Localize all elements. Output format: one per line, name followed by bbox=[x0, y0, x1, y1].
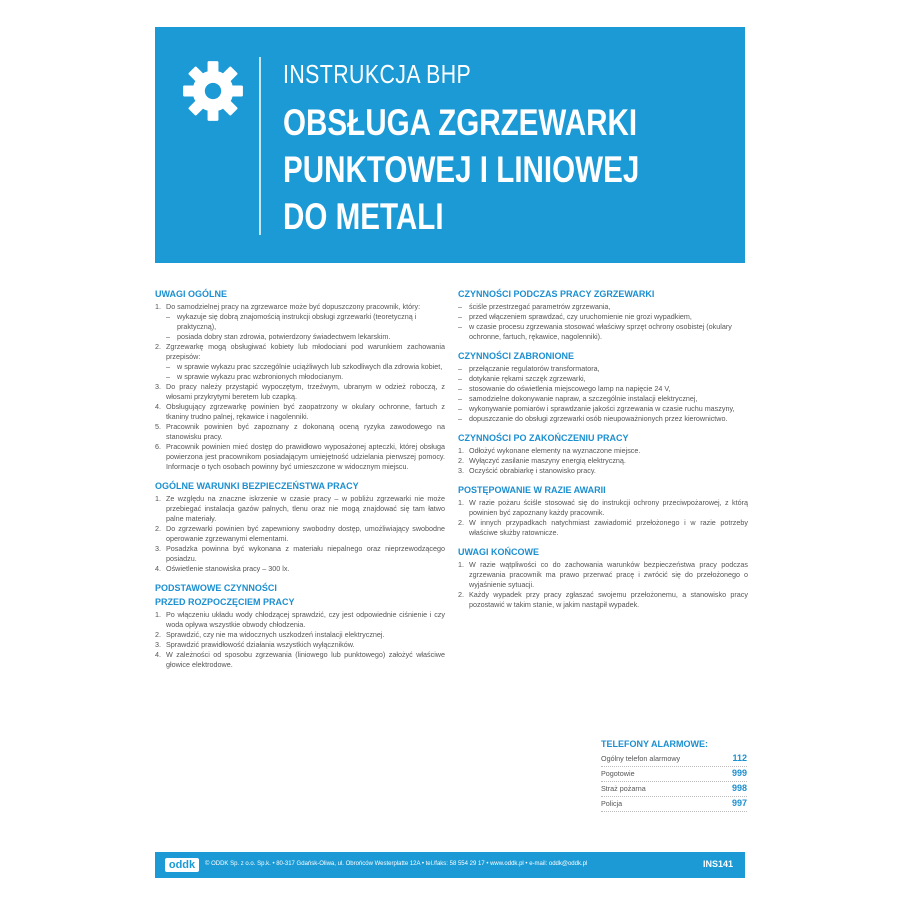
section-awaria bbox=[458, 484, 748, 538]
document-code: INS141 bbox=[702, 859, 733, 869]
list-item: 4. W zależności od sposobu zgrzewania (liniowego lub punktowego) założyć właściwe głowice elektrodowe. bbox=[155, 650, 445, 669]
list-item: 2. Sprawdzić, czy nie ma widocznych uszkodzeń instalacji elektrycznej. bbox=[155, 630, 385, 639]
title-line: OBSŁUGA ZGRZEWARKI bbox=[283, 102, 638, 143]
sub-item: – wykazuje się dobrą znajomością instrukcji obsługi zgrzewarki (teoretyczną i praktyczną), bbox=[166, 312, 417, 331]
sub-item: – w sprawie wykazu prac szczególnie uciążliwych lub szkodliwych dla zdrowia kobiet, bbox=[166, 362, 443, 371]
list-item: 4. Obsługujący zgrzewarkę powinien być zaopatrzony w okulary ochronne, fartuch z tkaniny trudno palnej, rękawice i nagolenniki. bbox=[155, 402, 445, 421]
list-item: 1. Ze względu na znaczne iskrzenie w czasie pracy – w pobliżu zgrzewarki nie może przebiegać instalacja gazów palnych, tlenu oraz nie mogą znajdować się tam łatwo palne materiały. bbox=[155, 494, 445, 523]
list-item: – ściśle przestrzegać parametrów zgrzewania, bbox=[458, 302, 611, 311]
list-item: – w czasie procesu zgrzewania stosować właściwy sprzęt ochrony osobistej (okulary ochronne, fartuch, rękawice, nagolenniki). bbox=[458, 322, 732, 341]
phone-number: 112 bbox=[732, 753, 747, 763]
alarm-phones bbox=[601, 739, 747, 813]
document-type: INSTRUKCJA BHP bbox=[283, 59, 472, 89]
list-item: 2. Wyłączyć zasilanie maszyny energią elektryczną. bbox=[458, 456, 626, 465]
phone-number: 999 bbox=[731, 768, 747, 778]
list-item: – wykonywanie pomiarów i sprawdzanie jakości zgrzewania w czasie ruchu maszyny, bbox=[458, 404, 735, 413]
list-item: 2. Zgrzewarkę mogą obsługiwać kobiety lub młodociani pod warunkiem zachowania przepisów: bbox=[155, 342, 445, 361]
list-item: 3. Oczyścić obrabiarkę i stanowisko pracy. bbox=[458, 466, 596, 475]
list-item: 1. W razie pożaru ściśle stosować się do instrukcji ochrony przeciwpożarowej, z którą powinien być zapoznany każdy pracownik. bbox=[458, 498, 748, 517]
header-banner bbox=[155, 27, 745, 263]
list-item: 1. Odłożyć wykonane elementy na wyznaczone miejsce. bbox=[458, 446, 641, 455]
phone-number: 998 bbox=[731, 783, 747, 793]
gear-icon bbox=[179, 57, 247, 125]
phone-row bbox=[601, 798, 747, 812]
list-item: 2. Każdy wypadek przy pracy zgłaszać swojemu przełożonemu, a stanowisko pracy pozostawić w takim stanie, w jakim nastąpił wypadek. bbox=[458, 590, 748, 609]
list-item: – przełączanie regulatorów transformatora, bbox=[458, 364, 600, 373]
phone-number: 997 bbox=[731, 798, 747, 808]
list-item: 2. Do zgrzewarki powinien być zapewniony swobodny dostęp, umożliwiający swobodne operowanie zgrzewanymi elementami. bbox=[155, 524, 445, 543]
section-heading: UWAGI OGÓLNE bbox=[155, 289, 227, 299]
sub-item: – w sprawie wykazu prac wzbronionych młodocianym. bbox=[166, 372, 344, 381]
section-heading: POSTĘPOWANIE W RAZIE AWARII bbox=[458, 485, 606, 495]
list-item: – dotykanie rękami szczęk zgrzewarki, bbox=[458, 374, 586, 383]
section-heading: PRZED ROZPOCZĘCIEM PRACY bbox=[155, 597, 295, 607]
list-item: – stosowanie do oświetlenia miejscowego lamp na napięcie 24 V, bbox=[458, 384, 671, 393]
section-ogolne-warunki bbox=[155, 480, 445, 574]
section-koncowe bbox=[458, 546, 748, 610]
section-heading: PODSTAWOWE CZYNNOŚCI bbox=[155, 583, 277, 593]
footer-bar bbox=[155, 852, 745, 878]
section-heading: CZYNNOŚCI PODCZAS PRACY ZGRZEWARKI bbox=[458, 289, 655, 299]
list-item: 4. Oświetlenie stanowiska pracy – 300 lx. bbox=[155, 564, 290, 573]
section-zabronione bbox=[458, 350, 748, 424]
phone-label: Ogólny telefon alarmowy bbox=[601, 754, 681, 763]
list-item: 2. W innych przypadkach natychmiast zawiadomić przełożonego i w razie potrzeby właściwe służby ratownicze. bbox=[458, 518, 748, 537]
list-item: – samodzielne dokonywanie napraw, a szczególnie instalacji elektrycznej, bbox=[458, 394, 698, 403]
list-item: 5. Pracownik powinien być zapoznany z dokonaną oceną ryzyka zawodowego na stanowisku pracy. bbox=[155, 422, 445, 441]
phone-label: Straż pożarna bbox=[601, 784, 646, 793]
section-heading: UWAGI KOŃCOWE bbox=[458, 547, 539, 557]
list-item: 1. Po włączeniu układu wody chłodzącej sprawdzić, czy jest odpowiednie ciśnienie i czy woda opływa wszystkie obwody chłodzenia. bbox=[155, 610, 445, 629]
section-podczas-pracy bbox=[458, 288, 748, 342]
list-item: 3. Do pracy należy przystąpić wypoczętym, trzeźwym, ubranym w odzież roboczą, z włosami przykrytymi beretem lub czapką. bbox=[155, 382, 445, 401]
phone-row bbox=[601, 783, 747, 797]
section-po-zakonczeniu bbox=[458, 432, 748, 476]
right-column bbox=[458, 288, 748, 618]
document-title bbox=[283, 99, 639, 240]
title-line: DO METALI bbox=[283, 196, 444, 237]
title-line: PUNKTOWEJ I LINIOWEJ bbox=[283, 149, 640, 190]
footer-text: © ODDK Sp. z o.o. Sp.k. • 80-317 Gdańsk-Oliwa, ul. Obrońców Westerplatte 12A • tel./faks: 58 554 29 17 • www.oddk.pl • e-mail: oddk@oddk.pl bbox=[205, 861, 588, 867]
list-item: 3. Sprawdzić prawidłowość działania wszystkich wyłączników. bbox=[155, 640, 355, 649]
section-podstawowe bbox=[155, 582, 445, 670]
oddk-logo: oddk bbox=[165, 858, 199, 872]
list-item: 6. Pracownik powinien mieć dostęp do prawidłowo wyposażonej apteczki, której obsługa powierzona jest pracownikom posiadającym umiejętność udzielania pierwszej pomocy. Informacje o tych osobach powinny być umieszczone w widocznym miejscu. bbox=[155, 442, 445, 471]
list-item: – przed włączeniem sprawdzać, czy uruchomienie nie grozi wypadkiem, bbox=[458, 312, 692, 321]
phone-row bbox=[601, 753, 747, 767]
list-item: 1. W razie wątpliwości co do zachowania warunków bezpieczeństwa pracy podczas zgrzewania pracownik ma prawo przerwać pracę i zwrócić się do przełożonego o wyjaśnienie sytuacji. bbox=[458, 560, 748, 589]
phones-title: TELEFONY ALARMOWE: bbox=[601, 739, 708, 749]
section-heading: CZYNNOŚCI PO ZAKOŃCZENIU PRACY bbox=[458, 433, 629, 443]
section-heading: CZYNNOŚCI ZABRONIONE bbox=[458, 351, 575, 361]
section-heading: OGÓLNE WARUNKI BEZPIECZEŃSTWA PRACY bbox=[155, 481, 359, 491]
list-item: 1. Do samodzielnej pracy na zgrzewarce może być dopuszczony pracownik, który: bbox=[155, 302, 421, 311]
banner-divider bbox=[259, 57, 261, 235]
left-column bbox=[155, 288, 445, 678]
phone-label: Pogotowie bbox=[601, 769, 635, 778]
sub-item: – posiada dobry stan zdrowia, potwierdzony świadectwem lekarskim. bbox=[166, 332, 391, 341]
list-item: – dopuszczanie do obsługi zgrzewarki osób nieupoważnionych przez kierownictwo. bbox=[458, 414, 728, 423]
phone-row bbox=[601, 768, 747, 782]
phone-label: Policja bbox=[601, 799, 623, 808]
list-item: 3. Posadzka powinna być wykonana z materiału niepalnego oraz nieprzewodzącego posiadzu. bbox=[155, 544, 445, 563]
section-uwagi-ogolne bbox=[155, 288, 445, 472]
